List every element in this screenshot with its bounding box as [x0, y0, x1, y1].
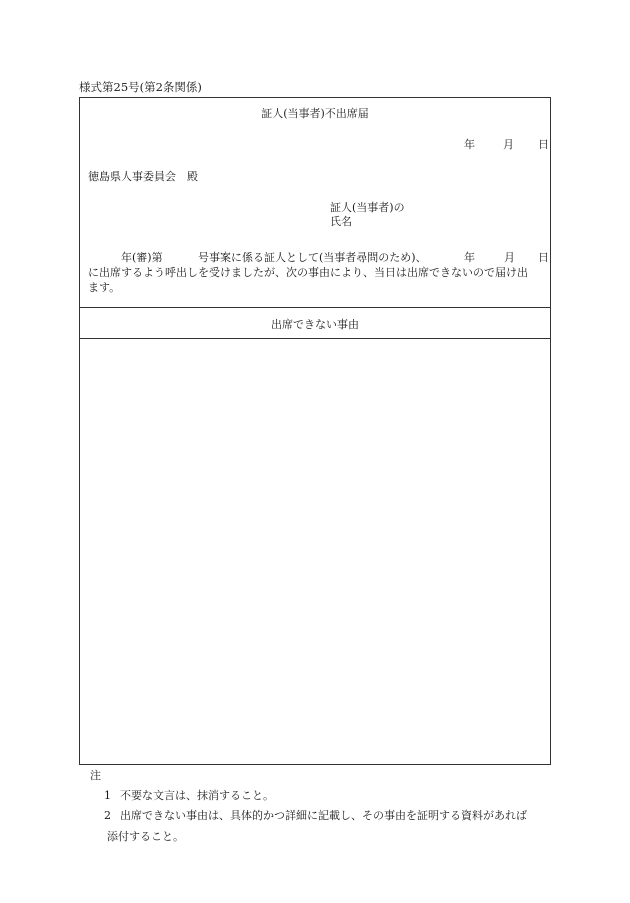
hearing-year-label: 年 [464, 251, 475, 264]
date-month-label: 月 [503, 138, 514, 151]
divider-top [80, 307, 550, 308]
note-2-continuation: 添付すること。 [107, 830, 184, 843]
witness-name-label: 氏名 [330, 215, 352, 228]
date-day-label: 日 [538, 138, 549, 151]
case-number-text: 号事案に係る証人として(当事者尋問のため)、 [198, 251, 427, 264]
addressee: 徳島県人事委員会 殿 [88, 170, 198, 183]
case-year-label: 年(審)第 [121, 251, 163, 264]
hearing-day-label: 日 [538, 251, 549, 264]
note-2-text: 出席できない事由は、具体的かつ詳細に記載し、その事由を証明する資料があれば [120, 809, 527, 822]
hearing-month-label: 月 [504, 251, 515, 264]
statement-line-1 [88, 250, 549, 265]
date-year-label: 年 [464, 138, 475, 151]
statement-line-3: ます。 [88, 281, 121, 294]
statement-text [88, 250, 549, 295]
witness-label: 証人(当事者)の [330, 201, 405, 214]
note-1-text: 不要な文言は、抹消すること。 [120, 789, 274, 802]
note-2-number: 2 [104, 809, 111, 822]
statement-line-2: に出席するよう呼出しを受けましたが、次の事由により、当日は出席できないので届け出 [88, 266, 528, 279]
notes-heading: 注 [90, 769, 101, 782]
reason-writing-area[interactable] [80, 339, 550, 764]
form-title: 証人(当事者)不出席届 [261, 107, 369, 120]
form-number-label: 様式第25号(第2条関係) [79, 80, 202, 94]
reason-section-title: 出席できない事由 [271, 318, 359, 331]
form-frame [79, 97, 551, 765]
note-1-number: 1 [104, 789, 111, 802]
